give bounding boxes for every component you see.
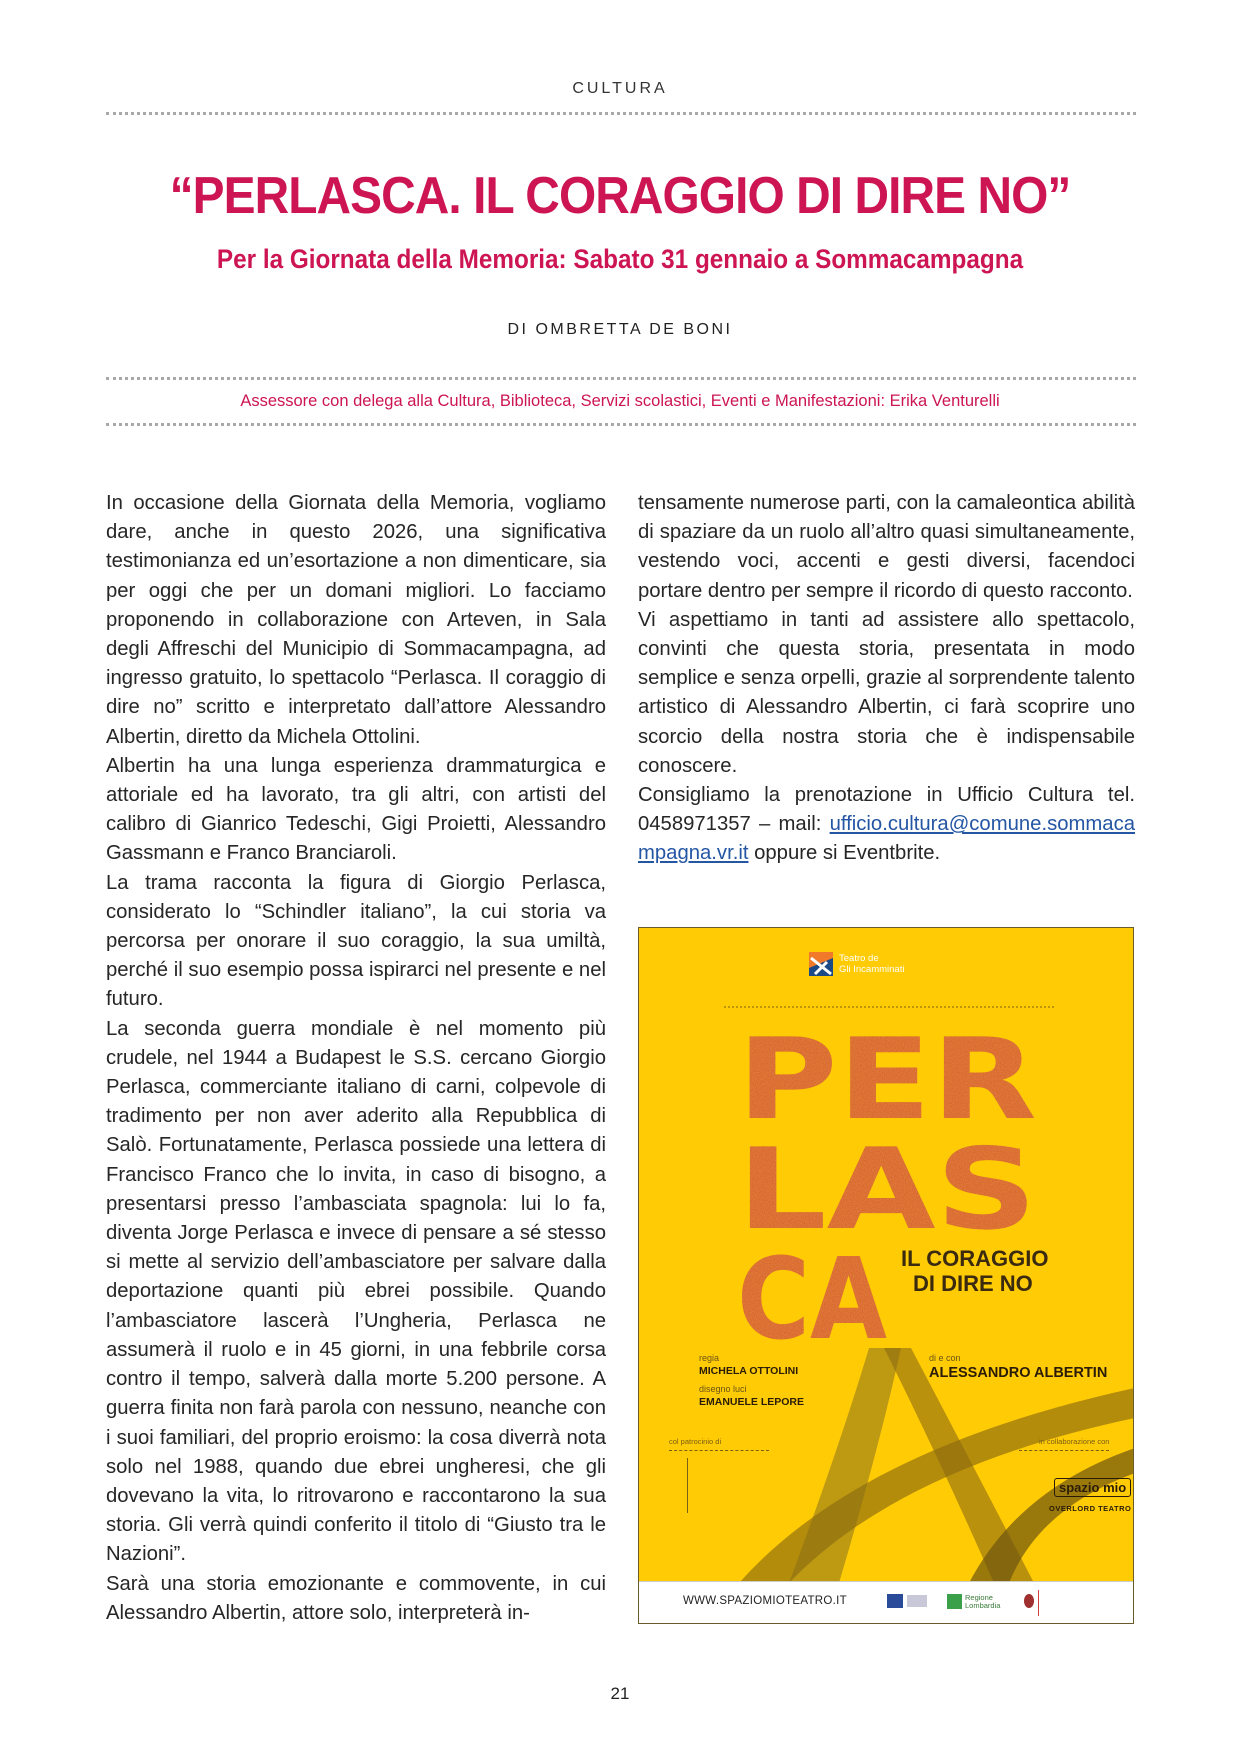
poster-big-title xyxy=(737,1015,1037,1365)
cast-label: di e con xyxy=(929,1353,961,1363)
ministry-logo xyxy=(887,1594,903,1608)
poster-title-line: CA xyxy=(737,1235,888,1365)
poster-website: WWW.SPAZIOMIOTEATRO.IT xyxy=(683,1595,847,1607)
poster-title-line: PER xyxy=(737,1015,1037,1145)
poster-dashed-rule xyxy=(669,1450,769,1451)
paragraph: Vi aspettiamo in tanti ad assistere allo spettacolo, convinti che questa storia, presentata in modo semplice e senza orpelli, grazie al sorprendente talento artistico di Alessandro Albertin, ci farà scoprire uno scorcio della nostra storia che è indispensabile conoscere. xyxy=(638,608,1135,777)
producer-logo-line: Teatro de xyxy=(839,953,879,964)
spazio-mio-subtitle: OVERLORD TEATRO xyxy=(1049,1504,1132,1513)
paragraph: La seconda guerra mondiale è nel momento più crudele, nel 1944 a Budapest le S.S. cercano Giorgio Perlasca, commerciante italiano di carni, colpevole di tradimento per non aver aderito alla Repubblica di Salò. Fortunatamente, Perlasca possiede una lettera di Francisco Franco che lo invita, in caso di bisogno, a presentarsi presso l’ambasciata spagnola: lui lo fa, diventa Jorge Perlasca e invece di pensare a sé stesso si mette al servizio dell’ambasciatore per salvare dalla deportazione quanti più ebrei possibile. Quando l’ambasciatore lascerà l’Ungheria, Perlasca ne assumerà il ruolo e in 45 giorni, in una febbrile corsa contro il tempo, salverà dalla morte 5.200 persone. A guerra finita non farà parola con nessuno, neanche con i suoi familiari, del proprio eroismo: la cosa diverrà nota solo nel 1988, quando due ebrei ungheresi, che gli dovevano la vita, lo ritrovarono e raccontarono la sua storia. Gli verrà quindi conferito il titolo di “Giusto tra le Nazioni”. xyxy=(106,1017,606,1566)
producer-logo-line: Gli Incamminati xyxy=(839,964,905,975)
body-column-left xyxy=(106,489,606,1628)
article-title: “PERLASCA. IL CORAGGIO DI DIRE NO” xyxy=(169,167,1071,225)
contact-text: oppure si Eventbrite. xyxy=(748,842,941,865)
dotted-divider xyxy=(106,112,1136,115)
ministry-logo-text xyxy=(907,1595,927,1607)
luci-label: disegno luci xyxy=(699,1384,747,1394)
email-link[interactable]: ufficio.cultura@comune.sommacampagna.vr.it xyxy=(638,813,1135,865)
poster-footer xyxy=(639,1581,1133,1623)
paragraph: La trama racconta la figura di Giorgio Perlasca, considerato lo “Schindler italiano”, la cui storia va percorsa per onorare il suo coraggio, la sua umiltà, perché il suo esempio possa ispirarci nel presente e nel futuro. xyxy=(106,871,606,1011)
comune-milano-divider xyxy=(1038,1590,1039,1616)
body-column-right xyxy=(638,489,1135,869)
patronage-label: col patrocinio di xyxy=(669,1437,722,1446)
poster-artwork xyxy=(639,928,1134,1624)
assessore-credit: Assessore con delega alla Cultura, Biblioteca, Servizi scolastici, Eventi e Manifestazioni: Erika Venturelli xyxy=(240,392,1000,410)
contact-paragraph xyxy=(638,781,1135,869)
poster-dashed-rule xyxy=(1019,1450,1109,1451)
page-number: 21 xyxy=(610,1684,630,1703)
regia-label: regia xyxy=(699,1353,720,1363)
event-poster xyxy=(638,927,1134,1624)
luci-name: EMANUELE LEPORE xyxy=(699,1396,805,1408)
paragraph: tensamente numerose parti, con la camaleontica abilità di spaziare da un ruolo all’altro quasi simultaneamente, vestendo voci, accenti e gesti diversi, facendoci portare dentro per sempre il ricordo di questo racconto. xyxy=(638,492,1135,602)
paragraph: Sarà una storia emozionante e commovente, in cui Alessandro Albertin, attore solo, interpreterà in- xyxy=(106,1572,606,1624)
patronage-logo xyxy=(687,1458,688,1513)
comune-milano-logo xyxy=(1024,1594,1034,1608)
poster-subtitle-line: IL CORAGGIO xyxy=(901,1246,1049,1271)
contact-text: Consigliamo la prenotazione in Ufficio Cultura tel. 0458971357 – mail: xyxy=(638,784,1135,836)
producer-logo-text xyxy=(839,953,904,975)
regia-name: MICHELA OTTOLINI xyxy=(699,1365,799,1377)
spazio-mio-logo: spazio mio xyxy=(1054,1478,1131,1497)
dotted-divider xyxy=(106,377,1136,380)
poster-show-subtitle xyxy=(901,1246,1049,1296)
poster-subtitle-line: DI DIRE NO xyxy=(913,1271,1033,1296)
collab-label: in collaborazione con xyxy=(1039,1437,1110,1446)
cast-name: ALESSANDRO ALBERTIN xyxy=(929,1365,1108,1381)
article-subtitle: Per la Giornata della Memoria: Sabato 31 gennaio a Sommacampagna xyxy=(216,244,1024,274)
poster-title-line: LAS xyxy=(737,1125,1037,1255)
section-label: CULTURA xyxy=(572,80,668,97)
paragraph: Albertin ha una lunga esperienza drammaturgica e attoriale ed ha lavorato, tra gli altri, con artisti del calibro di Gianrico Tedeschi, Gigi Proietti, Alessandro Gassmann e Franco Branciaroli. xyxy=(106,754,606,865)
regione-lombardia-logo xyxy=(947,1594,962,1609)
byline: DI OMBRETTA DE BONI xyxy=(507,321,733,338)
dotted-divider xyxy=(106,423,1136,426)
regione-lombardia-text: Regione Lombardia xyxy=(965,1593,1001,1610)
paragraph: In occasione della Giornata della Memoria, vogliamo dare, anche in questo 2026, una significativa testimonianza ed un’esortazione a non dimenticare, sia per oggi che per un domani migliori. Lo facciamo proponendo in collaborazione con Arteven, in Sala degli Affreschi del Municipio di Sommacampagna, ad ingresso gratuito, lo spettacolo “Perlasca. Il coraggio di dire no” scritto e interpretato dall’attore Alessandro Albertin, diretto da Michela Ottolini. xyxy=(106,492,606,748)
